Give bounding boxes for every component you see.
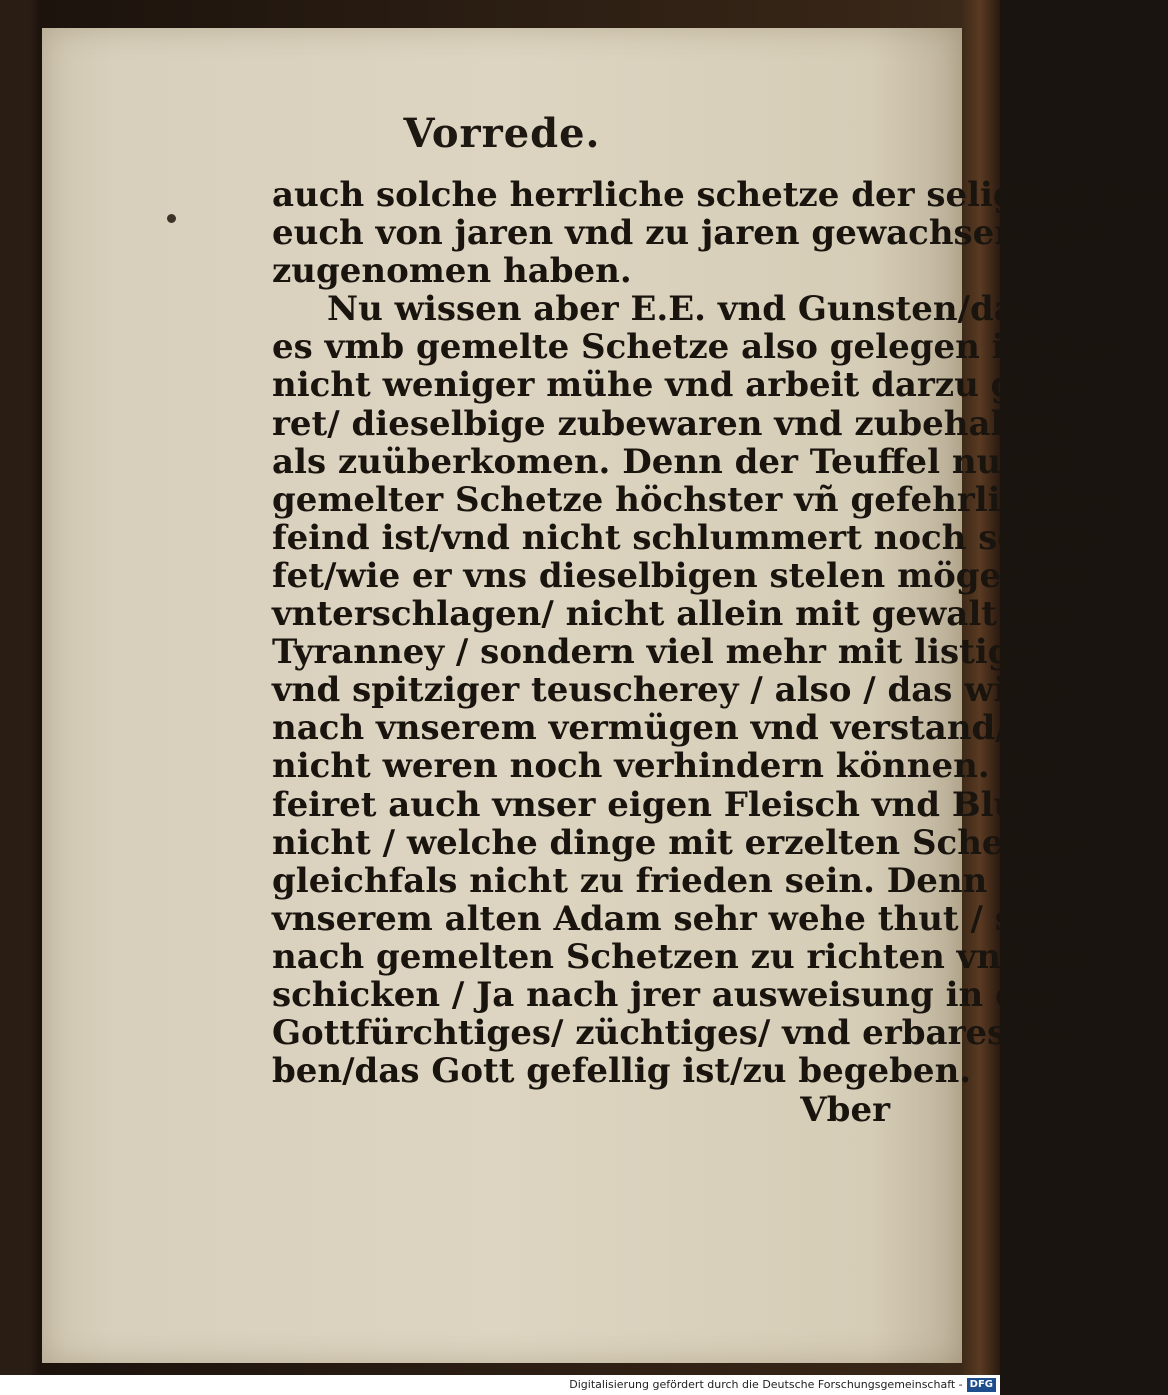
text-line: es vmb gemelte Schetze also gelegen ist/das	[272, 327, 1117, 368]
dfg-logo-icon: DFG	[967, 1378, 996, 1392]
body-text	[272, 175, 1168, 1092]
text-line: feiret auch vnser eigen Fleisch vnd Blut	[272, 784, 1034, 825]
text-line: schicken / Ja nach jrer ausweisung in ein	[272, 974, 1055, 1015]
text-line: fet/wie er vns dieselbigen stelen möge/vnd	[272, 555, 1082, 596]
text-line: nicht weren noch verhindern können. So	[272, 746, 1049, 787]
text-line: Tyranney / sondern viel mehr mit listiger	[272, 632, 1052, 673]
text-line: vnd spitziger teuscherey / also / das wir es	[272, 670, 1077, 711]
catchword: Vber	[800, 1090, 890, 1130]
text-line: ret/ dieselbige zubewaren vnd zubehalten/	[272, 403, 1078, 444]
footer-text: Digitalisierung gefördert durch die Deutsche Forschungsgemeinschaft -	[569, 1378, 963, 1391]
text-line: nicht / welche dinge mit erzelten Schetzen	[272, 822, 1085, 863]
text-line: Gottfürchtiges/ züchtiges/ vnd erbares le-	[272, 1013, 1067, 1054]
text-line: Nu wissen aber E.E. vnd Gunsten/das	[327, 289, 1035, 330]
text-line: nicht weniger mühe vnd arbeit darzu gehö-	[272, 365, 1098, 406]
text-line: vnserem alten Adam sehr wehe thut / sich	[272, 898, 1073, 939]
book-page	[42, 28, 1168, 1363]
ink-spot	[167, 214, 176, 223]
text-line: als zuüberkomen. Denn der Teuffel nu offt	[272, 441, 1080, 482]
footer-bar	[0, 1375, 1000, 1395]
text-line: vnterschlagen/ nicht allein mit gewalt vnd	[272, 594, 1078, 635]
text-line: nach gemelten Schetzen zu richten vnd zu	[272, 936, 1081, 977]
text-line: nach vnserem vermügen vnd verstand/	[272, 708, 1008, 749]
text-line: euch von jaren vnd zu jaren gewachsen vnd	[272, 213, 1100, 254]
text-line: gleichfals nicht zu frieden sein. Denn es	[272, 860, 1040, 901]
text-line: zugenomen haben.	[272, 251, 632, 292]
text-line: auch solche herrliche schetze der seligkeit/bey	[272, 175, 1168, 215]
text-line: ben/das Gott gefellig ist/zu begeben.	[272, 1051, 972, 1092]
page-header: Vorrede.	[403, 110, 601, 157]
text-line: feind ist/vnd nicht schlummert noch schlef-	[272, 517, 1105, 558]
text-line: gemelter Schetze höchster vñ gefehrlichster	[272, 479, 1121, 520]
